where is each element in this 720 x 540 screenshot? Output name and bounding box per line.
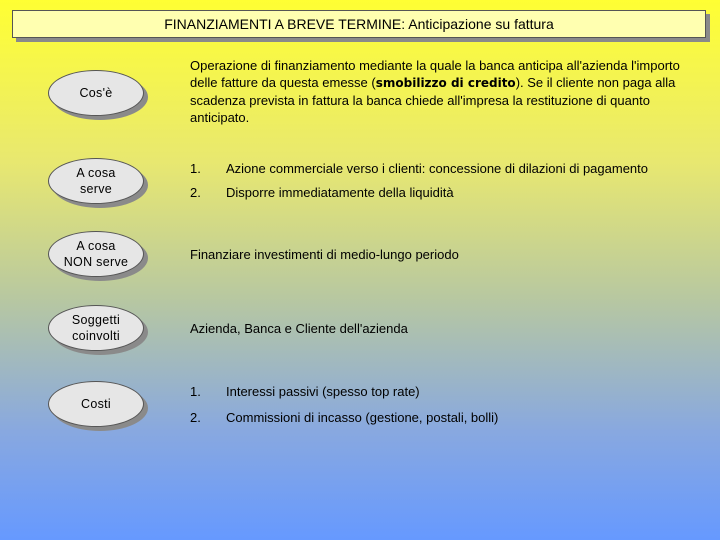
label-a-cosa-serve-text: A cosa serve <box>76 166 116 196</box>
item-number: 1. <box>190 161 201 176</box>
content-text: Finanziare investimenti di medio-lungo periodo <box>190 247 459 262</box>
list-item <box>190 184 690 201</box>
item-text: Commissioni di incasso (gestione, postali, bolli) <box>226 410 499 425</box>
list-item <box>190 160 690 177</box>
list-item <box>190 409 690 426</box>
bold-term: smobilizzo di credito <box>375 76 516 90</box>
slide-title-text: FINANZIAMENTI A BREVE TERMINE: Anticipazione su fattura <box>164 16 554 32</box>
label-a-cosa-non-serve <box>48 231 144 277</box>
label-cose-text: Cos'è <box>79 86 113 100</box>
item-number: 2. <box>190 185 201 200</box>
label-soggetti-coinvolti <box>48 305 144 351</box>
label-a-cosa-non-serve-text: A cosa NON serve <box>63 239 129 269</box>
content-cose-text <box>190 57 690 126</box>
text-part: ). Se il cliente non paga alla scadenza prevista in fattura la banca chiede all'impresa la restituzione di quanto anticipato. <box>190 75 676 125</box>
text-part: Operazione di finanziamento mediante la quale la banca anticipa all'azienda l'importo delle fatture da questa emesse ( <box>190 58 680 90</box>
item-text: Interessi passivi (spesso top rate) <box>226 384 420 399</box>
label-soggetti-coinvolti-text: Soggetti coinvolti <box>71 313 121 343</box>
label-costi <box>48 381 144 427</box>
label-a-cosa-serve <box>48 158 144 204</box>
content-soggetti-coinvolti <box>190 320 690 337</box>
item-text: Azione commerciale verso i clienti: concessione di dilazioni di pagamento <box>226 161 648 176</box>
item-text: Disporre immediatamente della liquidità <box>226 185 454 200</box>
content-a-cosa-non-serve <box>190 246 690 263</box>
item-number: 2. <box>190 410 201 425</box>
slide-title <box>12 10 706 38</box>
content-costi <box>190 383 690 433</box>
content-a-cosa-serve <box>190 160 690 210</box>
content-cose <box>190 57 690 126</box>
content-text: Azienda, Banca e Cliente dell'azienda <box>190 321 408 336</box>
list-item <box>190 383 690 400</box>
label-cose <box>48 70 144 116</box>
label-costi-text: Costi <box>81 397 111 411</box>
item-number: 1. <box>190 384 201 399</box>
